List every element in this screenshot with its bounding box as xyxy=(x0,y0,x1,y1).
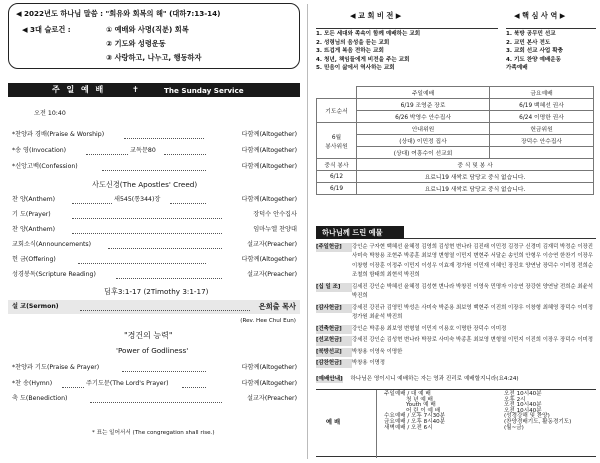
order-row-praise-prayer: *찬양과 기도(Praise & Prayer) 다함께(Altogether) xyxy=(12,364,297,371)
sermon-label: 설 교(Sermon) xyxy=(12,303,59,310)
guide-table xyxy=(316,389,596,457)
mission-item: 2. 교민 본사 전도 xyxy=(506,39,551,46)
offering-north: [북방선교] 박창용 이영욱 이명한 xyxy=(316,348,596,357)
year-word-quote: "회유와 회복의 해" xyxy=(105,9,167,18)
offering-praise: [감찬헌금] 박창용 이명정 xyxy=(316,359,596,368)
order-row-benediction: 축 도(Benediction) 설교자(Preacher) xyxy=(12,395,297,402)
offering-thanks: [감사헌금] 강세진 강진규 김영민 박성은 사미숙 박준용 최보영 백현주 이진희 이장우 이창형 최혜영 장덕수 이미정 정가원 최윤석 박진희 xyxy=(316,304,593,321)
sermon-preacher: 은희출 목사 xyxy=(258,302,296,311)
vision-item: 1. 모든 세대와 족속이 함께 예배하는 교회 xyxy=(316,31,421,37)
vision-title: ◀ 교 회 비 전 ▶ xyxy=(350,11,402,20)
order-row-anthem-2: 찬 양(Anthem) 임마누엘 찬양대 xyxy=(12,226,297,233)
vision-item: 2. 성령님의 음성을 듣는 교회 xyxy=(316,39,390,46)
column-divider xyxy=(307,4,308,459)
offering-mission: [선교헌금] 강세진 강인순 김성현 변나라 박장로 사미숙 박종훈 최보영 변형열 이민지 이진희 이장우 장덕수 이미정 xyxy=(316,336,596,345)
scripture-reference: 딤후3:1-17 (2Timothy 3:1-17) xyxy=(104,287,209,296)
mission-list xyxy=(506,28,596,72)
order-row-hymn: *찬 송(Hymn) 주기도문(The Lord's Prayer) 다함께(Altogether) xyxy=(12,380,297,387)
creed-title: 사도신경(The Apostles' Creed) xyxy=(92,180,198,189)
order-row-announcements: 교회소식(Announcements) 설교자(Preacher) xyxy=(12,241,297,248)
year-word-ref: (대하7:13-14) xyxy=(166,9,221,18)
vision-item: 5. 믿음이 삶에서 역사하는 교회 xyxy=(316,65,395,72)
duty-header-sunday: 주일예배 xyxy=(357,87,490,99)
order-row-prayer: 기 도(Prayer) 장덕수 안수집사 xyxy=(12,211,297,218)
duty-table: 주일예배 금요예배 기도순서 6/19 조영준 장로 6/19 백혜선 권사 6/26 박영수 안수집사 6/24 이명한 권사 6월 봉사위원 안내위원 헌금위원 (상대) 이민정 집사 장덕수 안수집사 (상대) 여흥수이 선교회 중식 봉사 중 식 및 봉 사 6/12 요료니19 새싹로 담당교 중식 없습니다. 6/19 요료니19 새싹로 담당교 중식 없습니다. xyxy=(316,86,594,195)
order-row-offering: 헌 금(Offering) 다함께(Altogether) xyxy=(12,256,297,263)
duty-header-friday: 금요예배 xyxy=(490,87,594,99)
guide-verse: 하나님은 영이시니 예배하는 자는 영과 진리로 예배할지니라(요4:24) xyxy=(350,376,519,382)
guide-line xyxy=(316,377,519,383)
mission-item: 3. 교회 선교 사업 확충 xyxy=(506,48,564,55)
guide-side-label: 예 배 xyxy=(326,419,341,426)
sermon-bar xyxy=(8,300,300,314)
service-title-en: The Sunday Service xyxy=(164,86,244,95)
order-row-invocation: *송 영(Invocation) 교독문80 다함께(Altogether) xyxy=(12,147,297,154)
service-title-bar xyxy=(8,83,300,97)
mission-item: 1. 북방 공무민 선교 xyxy=(506,31,556,37)
cross-icon: ✝ xyxy=(132,85,139,94)
offerings-header: 하나님께 드린 예물 xyxy=(316,226,404,239)
offering-tithe: [십 일 조] 김세진 강인순 박혜선 윤혜정 김성현 변나라 박창진 이영욱 민명자 이승연 장강헌 양연남 전희순 최윤석 박진희 xyxy=(316,283,593,300)
slogan-label: ◀ 3대 슬로건 : xyxy=(22,25,71,34)
service-time: 오전 10:40 xyxy=(34,110,66,117)
order-row-confession: *신앙고백(Confession) 다함께(Altogether) xyxy=(12,163,297,170)
year-word-prefix: ◀ 2022년도 하나님 말씀 : xyxy=(16,9,106,18)
stand-footnote: * 표는 일어서서 (The congregation shall rise.) xyxy=(92,430,215,436)
order-row-praise: *찬양과 경배(Praise & Worship) 다함께(Altogether) xyxy=(12,131,297,138)
order-row-anthem: 찬 양(Anthem) 새545(통344)장 다함께(Altogether) xyxy=(12,196,297,203)
year-word xyxy=(16,10,220,17)
offerings-header-rule xyxy=(404,238,596,239)
duty-row-prayer-label: 기도순서 xyxy=(317,99,357,123)
slogan-item-1: ① 예배와 사명(직분) 회복 xyxy=(106,25,189,34)
offering-building: [건축헌금] 강인순 박종용 최보영 변형열 이민지 이용호 이명한 장덕수 이미정 xyxy=(316,325,596,334)
sermon-title-en: 'Power of Godliness' xyxy=(116,346,189,355)
mission-item: 4. 기도 찬양 예배운동 xyxy=(506,56,562,63)
offering-sunday: [주일헌금] 강인순 구자현 백혜선 윤혜정 김영희 김성현 변나라 김진래 이민정 김정구 신경미 김재덕 박정순 이장진 사미숙 박창용 조현주 박종훈 최보영 변형열 이민지 변현주 서달순 송인희 안형우 이승연 한찬기 이장우 이창형 이장훈 이정주 이민지 이성우 이효재 정가원 이민재 이혜인 장진호 양연남 장덕수 이미정 전희순 조철희 함태희 최현석 박진희 xyxy=(316,244,593,279)
guide-rows: 주일예배 / 대 예 배 오전 10시40분 청 년 예 배 오후 2시 Youth 예 배 오전 10시40분 어 린 이 예 배 오전 10시40분 수요예배 / 오후 7시30분 (성경강해 및 찬양) 금요예배 / 오후 8시40분 (찬양경배기도, 활동경기도) 새벽예배 / 오전 6시 (월~금) xyxy=(384,391,572,431)
slogan-item-2: ② 기도와 성령운동 xyxy=(106,39,166,48)
offerings-list xyxy=(316,243,596,368)
slogan-item-3: ③ 사랑하고, 나누고, 행동하자 xyxy=(106,53,202,62)
vision-item: 3. 뜨겁게 복음 전하는 교회 xyxy=(316,48,384,55)
service-title: 주 일 예 배 xyxy=(52,85,106,94)
vision-list xyxy=(316,28,498,78)
duty-row-volunteer-label: 6월 봉사위원 xyxy=(317,123,357,159)
order-row-scripture: 성경봉독(Scripture Reading) 설교자(Preacher) xyxy=(12,271,297,278)
mission-item: 가족예배 xyxy=(506,65,528,72)
guide-tag: [예배안내] xyxy=(316,376,343,382)
sermon-preacher-en: (Rev. Hee Chul Eun) xyxy=(240,318,296,324)
vision-item: 4. 청년, 책임들에게 비전을 주는 교회 xyxy=(316,56,410,63)
sermon-title-kr: "경건의 능력" xyxy=(124,331,173,340)
mission-title: ◀ 핵 심 사 역 ▶ xyxy=(514,11,566,20)
duty-row-lunch-label: 중식 봉사 xyxy=(317,159,357,171)
